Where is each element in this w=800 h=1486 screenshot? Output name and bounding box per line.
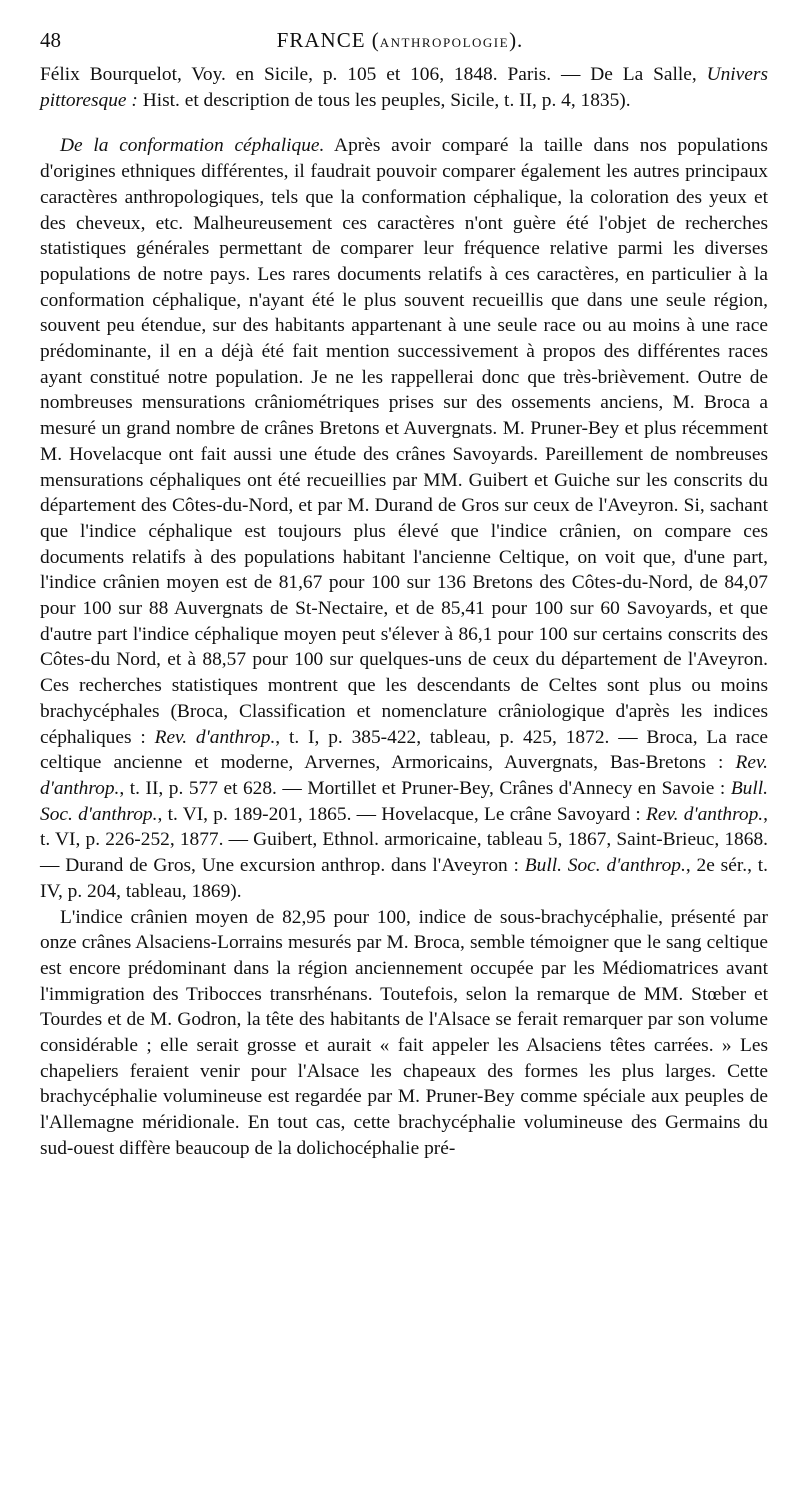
text-run: , t. I, p. 385-422, tableau, p. 425, 1872. — Broca, La race celtique ancienne et moderne, Arvernes, Armoricains, Auvergnats, Bas-Bretons : xyxy=(40,726,768,774)
text-run: , t. II, p. 577 et 628. — Mortillet et Pruner-Bey, Crânes d'Annecy en Savoie : xyxy=(119,777,731,799)
text-run: Après avoir comparé la taille dans nos populations d'origines ethniques différentes, il faudrait pouvoir comparer également les autres principaux caractères anthropologiques, tels que la conformation céphalique, la coloration des yeux et des cheveux, etc. Malheureusement ces caractères n'ont guère été l'objet de recherches statistiques générales permettant de comparer leur fréquence relative parmi les diverses populations de notre pays. Les rares documents relatifs à ces caractères, en particulier à la conformation céphalique, n'ayant été le plus souvent recueillis que dans une seule région, souvent peu étendue, sur des habitants appartenant à une seule race ou au moins à une race prédominante, il en a déjà été fait mention successivement à propos des différentes races ayant constitué notre population. Je ne les rappellerai donc que très-brièvement. Outre de nombreuses mensurations crâniométriques prises sur des ossements anciens, M. Broca a mesuré un grand nombre de crânes Bretons et Auvergnats. M. Pruner-Bey et plus récemment M. Hovelacque ont fait aussi une étude des crânes Savoyards. Pareillement de nombreuses mensurations céphaliques ont été recueillies par MM. Guibert et Guiche sur les conscrits du département des Côtes-du-Nord, et par M. Durand de Gros sur ceux de l'Aveyron. Si, sachant que l'indice céphalique est toujours plus élevé que l'indice crânien, on compare ces documents relatifs à des populations habitant l'ancienne Celtique, on voit que, d'une part, l'indice crânien moyen est de 81,67 pour 100 sur 136 Bretons des Côtes-du-Nord, de 84,07 pour 100 sur 88 Auvergnats de St-Nectaire, et de 85,41 pour 100 sur 60 Savoyards, et que d'autre part l'indice céphalique moyen peut s'élever à 86,1 pour 100 sur certains conscrits des Côtes-du Nord, et à 88,57 pour 100 sur quelques-uns de ceux du département de l'Aveyron. Ces recherches statistiques montrent que les descendants de Celtes sont plus ou moins brachycéphales (Broca, Classification et nomenclature crâniologique d'après les indices céphaliques : xyxy=(40,135,768,748)
italic-title: Rev. d'anthrop. xyxy=(646,803,764,825)
paragraph-conformation-cephalique xyxy=(40,133,768,904)
running-title-main: FRANCE ( xyxy=(276,28,380,52)
paragraph-continued-citation xyxy=(40,62,768,113)
page-number: 48 xyxy=(40,28,61,52)
italic-title: Rev. d'anthrop. xyxy=(40,752,768,799)
italic-title: Bull. Soc. d'anthrop. xyxy=(40,777,768,825)
running-title-subject: ANTHROPOLOGIE xyxy=(379,35,510,50)
italic-title: Rev. d'anthrop. xyxy=(154,726,276,748)
text-run: , t. VI, p. 226-252, 1877. — Guibert, Ethnol. armoricaine, tableau 5, 1867, Saint-Brieuc, 1868. — Durand de Gros, Une excursion anthrop. dans l'Aveyron : xyxy=(40,803,769,877)
text-run: , 2e sér., t. IV, p. 204, tableau, 1869). xyxy=(40,855,768,902)
text-run: Hist. et description de tous les peuples, Sicile, t. II, p. 4, 1835). xyxy=(137,89,631,111)
text-run: Félix Bourquelot, Voy. en Sicile, p. 105 et 106, 1848. Paris. — De La Salle, xyxy=(40,64,707,85)
page-body xyxy=(40,62,768,1162)
text-run: , t. VI, p. 189-201, 1865. — Hovelacque, Le crâne Savoyard : xyxy=(157,803,647,825)
section-heading-italic: De la conformation céphalique. xyxy=(60,135,325,157)
running-title-end: ). xyxy=(509,28,524,52)
running-title xyxy=(40,28,760,53)
page-header xyxy=(40,28,760,58)
paragraph-indice-cranien-alsace: L'indice crânien moyen de 82,95 pour 100, indice de sous-brachycéphalie, présenté par onze crânes Alsaciens-Lorrains mesurés par M. Broca, semble témoigner que le sang celtique est encore prédominant dans la région anciennement occupée par les Médiomatrices avant l'immigration des Tribocces transrhénans. Toutefois, selon la remarque de MM. Stœber et Tourdes et de M. Godron, la tête des habitants de l'Alsace se ferait remarquer par son volume considérable ; elle serait grosse et aurait « fait appeler les Alsaciens têtes carrées. » Les chapeliers feraient venir pour l'Alsace les chapeaux des formes les plus larges. Cette brachycéphalie volumineuse est regardée par M. Pruner-Bey comme spéciale aux peuples de l'Allemagne méridionale. En tout cas, cette brachycéphalie volumineuse des Germains du sud-ouest diffère beaucoup de la dolichocéphalie pré- xyxy=(40,906,768,1159)
italic-title: Univers pittoresque : xyxy=(40,64,768,111)
italic-title: Bull. Soc. d'anthrop. xyxy=(524,855,686,877)
